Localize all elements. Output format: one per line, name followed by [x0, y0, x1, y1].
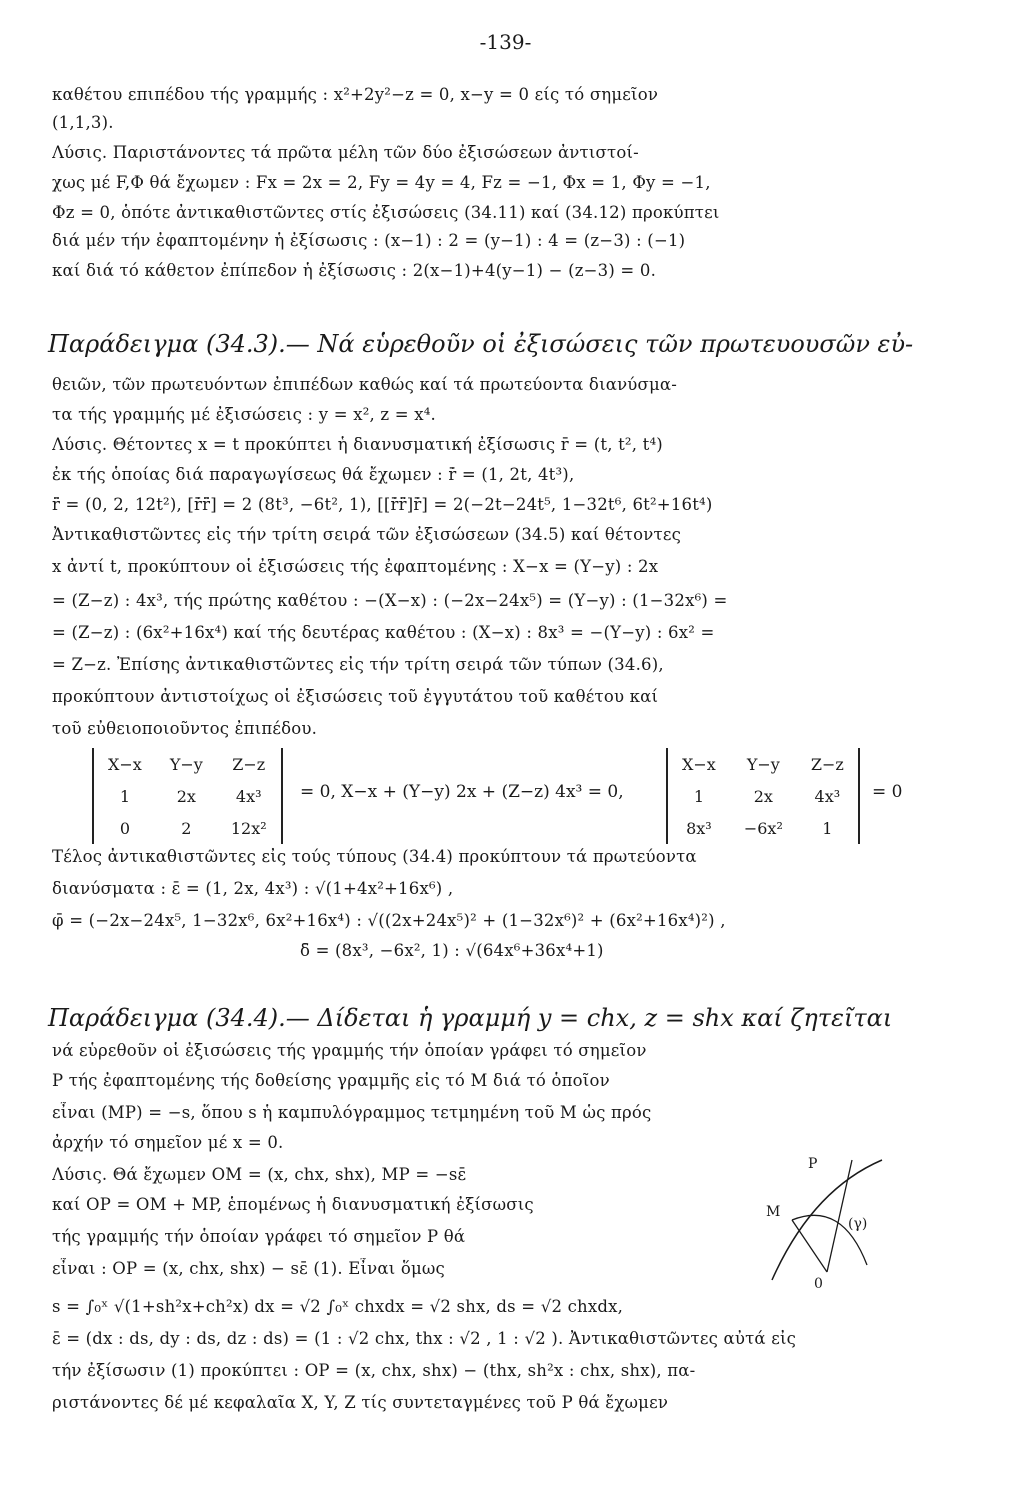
label-gamma: (γ) — [848, 1216, 868, 1232]
text-line: = (Z−z) : 4x³, τής πρώτης καθέτου : −(X−x) : (−2x−24x⁵) = (Y−y) : (1−32x⁶) = — [52, 591, 728, 610]
det2-equation: = 0 — [872, 782, 903, 802]
page-number: -139- — [479, 30, 532, 54]
text-line: = (Z−z) : (6x²+16x⁴) καί τής δευτέρας καθέτου : (X−x) : 8x³ = −(Y−y) : 6x² = — [52, 623, 715, 642]
text-line: καί διά τό κάθετον ἐπίπεδον ἡ ἐξίσωσις : 2(x−1)+4(y−1) − (z−3) = 0. — [52, 261, 657, 280]
det-cell: 2 — [181, 818, 192, 838]
det-cell: 2x — [753, 786, 773, 806]
label-m: M — [766, 1204, 781, 1220]
label-o: 0 — [814, 1276, 823, 1290]
example-34-3-heading: Παράδειγμα (34.3).— Νά εὑρεθοῦν οἱ ἐξισώσεις τῶν πρωτευουσῶν εὐ- — [48, 330, 914, 358]
det-cell: 2x — [176, 786, 196, 806]
text-line: νά εὑρεθοῦν οἱ ἐξισώσεις τής γραμμής τήν ὁποίαν γράφει τό σημεῖον — [52, 1041, 647, 1060]
text-line: Τέλος ἀντικαθιστῶντες εἰς τούς τύπους (34.4) προκύπτουν τά πρωτεύοντα — [52, 847, 697, 866]
text-line: καθέτου επιπέδου τής γραμμής : x²+2y²−z = 0, x−y = 0 είς τό σημεῖον — [52, 85, 659, 104]
example-34-4-heading: Παράδειγμα (34.4).— Δίδεται ἡ γραμμή y = chx, z = shx καί ζητεῖται — [48, 1004, 893, 1032]
text-line: χως μέ F,Φ θά ἔχωμεν : Fx = 2x = 2, Fy = 4y = 4, Fz = −1, Φx = 1, Φy = −1, — [52, 173, 711, 192]
text-line: ριστάνοντες δέ μέ κεφαλαῖα X, Y, Z τίς συντεταγμένες τοῦ P θά ἔχωμεν — [52, 1393, 669, 1412]
determinant-rectifying — [666, 748, 860, 844]
determinant-binormal — [92, 748, 283, 844]
text-line: προκύπτουν ἀντιστοίχως οἱ ἐξισώσεις τοῦ ἐγγυτάτου τοῦ καθέτου καί — [52, 687, 659, 706]
text-line: Φz = 0, ὁπότε ἀντικαθιστῶντες στίς ἐξισώσεις (34.11) καί (34.12) προκύπτει — [52, 203, 720, 222]
text-line: διά μέν τήν ἐφαπτομένην ἡ ἐξίσωσις : (x−1) : 2 = (y−1) : 4 = (z−3) : (−1) — [52, 231, 686, 250]
text-line: ἀρχήν τό σημεῖον μέ x = 0. — [52, 1133, 284, 1152]
text-line: Λύσις. Παριστάνοντες τά πρῶτα μέλη τῶν δύο ἐξισώσεων ἀντιστοί- — [52, 143, 639, 162]
det-cell: 8x³ — [686, 818, 712, 838]
text-line: ε̄ = (dx : ds, dy : ds, dz : ds) = (1 : √2 chx, thx : √2 , 1 : √2 ). Ἀντικαθιστῶντες αὐτά εἰς — [52, 1329, 797, 1348]
det1-equation: = 0, X−x + (Y−y) 2x + (Z−z) 4x³ = 0, — [300, 782, 624, 802]
text-line: = Z−z. Ἐπίσης ἀντικαθιστῶντες εἰς τήν τρίτη σειρά τῶν τύπων (34.6), — [52, 655, 664, 674]
text-line: εἶναι : OP = (x, chx, shx) − sε̄ (1). Εἶναι ὅμως — [52, 1259, 445, 1278]
text-line: τής γραμμής τήν ὁποίαν γράφει τό σημεῖον P θά — [52, 1227, 466, 1246]
label-p: P — [808, 1156, 818, 1172]
text-line: δ̄ = (8x³, −6x², 1) : √(64x⁶+36x⁴+1) — [300, 941, 604, 960]
text-line: Λύσις. Θέτοντες x = t προκύπτει ἡ διανυσματική ἐξίσωσις r̄ = (t, t², t⁴) — [52, 435, 663, 454]
det-cell: 1 — [822, 818, 833, 838]
text-line: διανύσματα : ε̄ = (1, 2x, 4x³) : √(1+4x²+16x⁶) , — [52, 879, 454, 898]
text-line: s = ∫₀ˣ √(1+sh²x+ch²x) dx = √2 ∫₀ˣ chxdx = √2 shx, ds = √2 chxdx, — [52, 1297, 624, 1316]
text-line: τοῦ εὐθειοποιοῦντος ἐπιπέδου. — [52, 719, 318, 738]
text-line: (1,1,3). — [52, 113, 114, 132]
det-cell: −6x² — [743, 818, 783, 838]
det-cell: Z−z — [232, 754, 266, 774]
text-line: θειῶν, τῶν πρωτευόντων ἐπιπέδων καθώς καί τά πρωτεύοντα διανύσμα- — [52, 375, 678, 394]
det-cell: 4x³ — [235, 786, 262, 806]
det-cell: X−x — [682, 754, 716, 774]
text-line: εἶναι (MP) = −s, ὅπου s ἡ καμπυλόγραμμος τετμημένη τοῦ M ὡς πρός — [52, 1103, 652, 1122]
text-line: x ἀντί t, προκύπτουν οἱ ἐξισώσεις τής ἐφαπτομένης : X−x = (Y−y) : 2x — [52, 557, 659, 576]
text-line: Λύσις. Θά ἔχωμεν OM = (x, chx, shx), MP = −sε̄ — [52, 1165, 467, 1184]
det-cell: Z−z — [810, 754, 844, 774]
det-cell: 4x³ — [814, 786, 841, 806]
det-cell: Y−y — [169, 754, 203, 774]
text-line: P τής ἐφαπτομένης τής δοθείσης γραμμῆς εἰς τό M διά τό ὁποῖον — [52, 1071, 610, 1090]
text-line: φ̄ = (−2x−24x⁵, 1−32x⁶, 6x²+16x⁴) : √((2x+24x⁵)² + (1−32x⁶)² + (6x²+16x⁴)²) , — [52, 911, 726, 930]
text-line: r̈̄ = (0, 2, 12t²), [ṙ̄r̈̄] = 2 (8t³, −6t², 1), [[ṙ̄r̈̄]ṙ̄] = 2(−2t−24t⁵, 1−32t⁶, 6t²+16t⁴) — [52, 495, 713, 514]
det-cell: 1 — [693, 786, 704, 806]
text-line: τήν ἐξίσωσιν (1) προκύπτει : OP = (x, chx, shx) − (thx, sh²x : chx, shx), πα- — [52, 1361, 696, 1380]
text-line: Ἀντικαθιστῶντες εἰς τήν τρίτη σειρά τῶν ἐξισώσεων (34.5) καί θέτοντες — [52, 525, 682, 544]
det-cell: 0 — [119, 818, 130, 838]
text-line: ἐκ τής ὁποίας διά παραγωγίσεως θά ἔχωμεν : ṙ̄ = (1, 2t, 4t³), — [52, 465, 575, 484]
det-cell: Y−y — [746, 754, 780, 774]
text-line: τα τής γραμμής μέ ἐξισώσεις : y = x², z = x⁴. — [52, 405, 436, 424]
det-cell: X−x — [108, 754, 142, 774]
segment-mp — [792, 1220, 827, 1272]
det-cell: 12x² — [230, 818, 267, 838]
det-cell: 1 — [119, 786, 130, 806]
text-line: καί OP = OM + MP, ἑπομένως ἡ διανυσματική ἐξίσωσις — [52, 1195, 534, 1214]
tangent-curve-figure — [752, 1150, 902, 1290]
